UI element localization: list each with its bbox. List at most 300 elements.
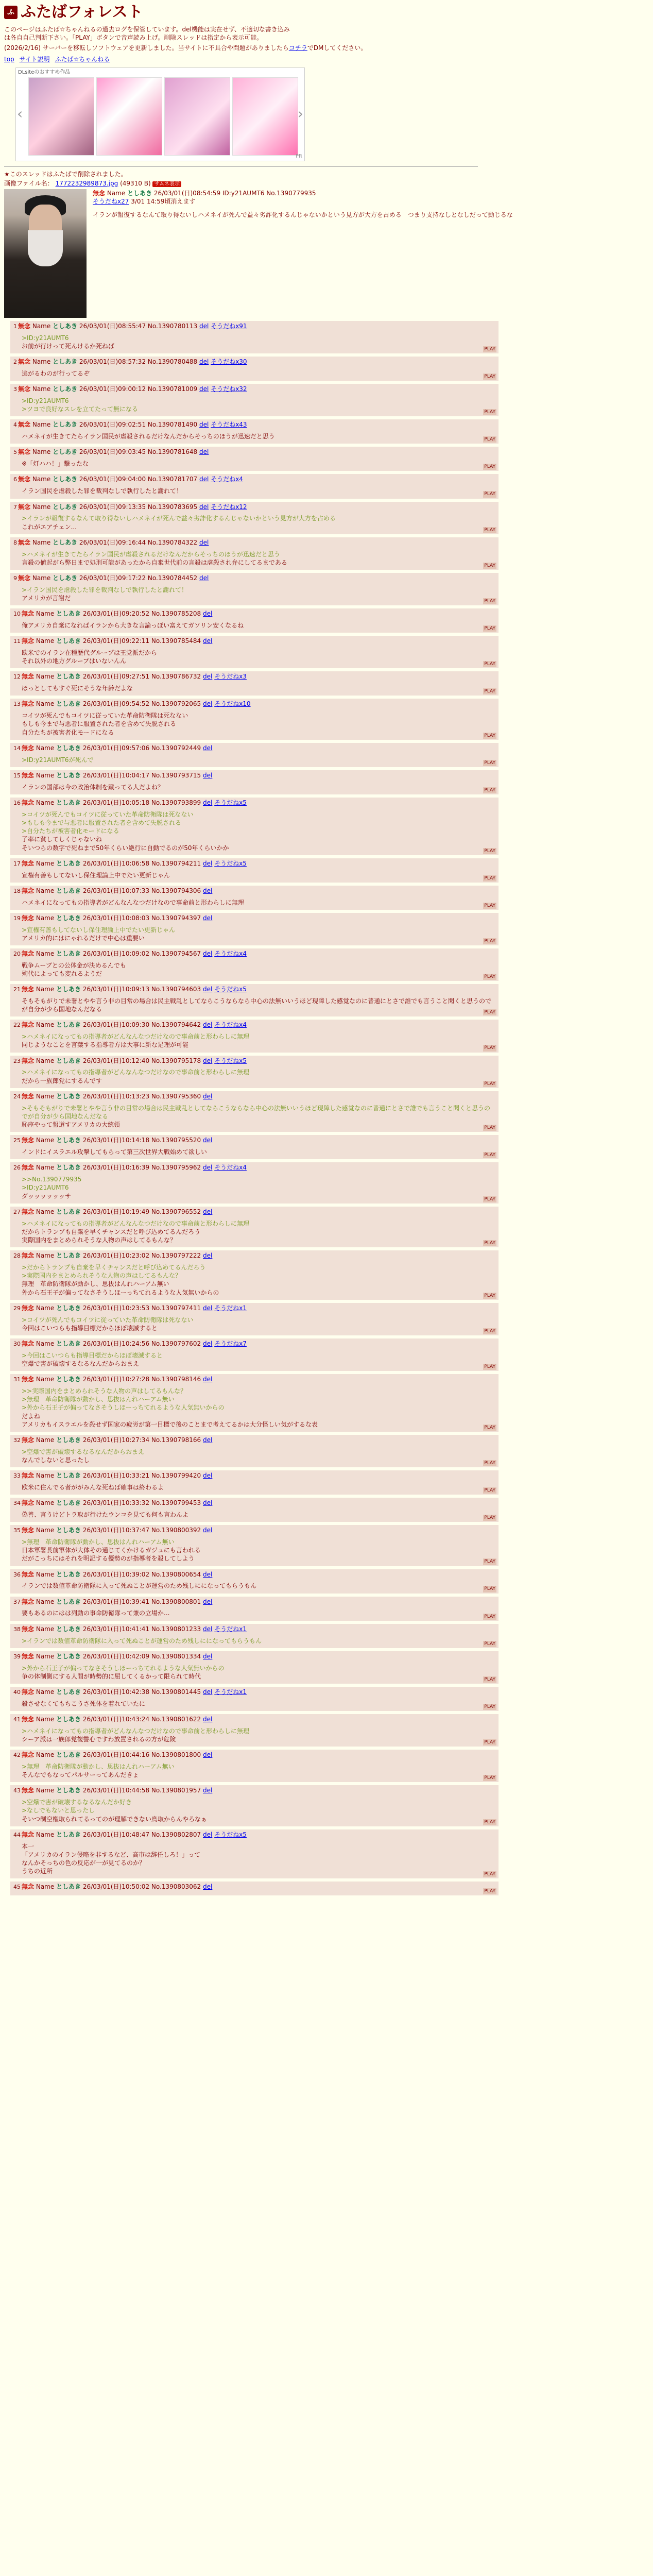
play-button[interactable]: PLAY — [484, 347, 495, 352]
del-link[interactable]: del — [203, 1883, 213, 1891]
reply-date: 26/03/01(日)10:33:21 — [82, 1472, 150, 1480]
play-button[interactable]: PLAY — [484, 689, 495, 694]
reply-number: 24 — [13, 1093, 21, 1100]
del-link[interactable]: del — [203, 1688, 213, 1696]
del-link[interactable]: del — [199, 358, 209, 366]
body-line: 俺アメリカ自棄になればイランから大きな言論っぽい富えてガソリン安くなるね — [22, 622, 244, 629]
play-button[interactable]: PLAY — [484, 875, 495, 881]
play-button[interactable]: PLAY — [484, 1081, 495, 1087]
reply-date: 26/03/01(日)10:42:09 — [82, 1652, 150, 1660]
play-button[interactable]: PLAY — [484, 1614, 495, 1619]
reply-no: No.1390799420 — [151, 1472, 201, 1480]
play-button[interactable]: PLAY — [484, 1819, 495, 1825]
play-button[interactable]: PLAY — [484, 848, 495, 854]
del-link[interactable]: del — [203, 700, 213, 708]
body-line: だがこっちにはそれを明記する優勢のが指導者を殺してしよう — [22, 1555, 195, 1563]
sodane-button[interactable]: そうだねx30 — [211, 358, 247, 366]
reply-author: としあき — [56, 950, 81, 957]
play-button[interactable]: PLAY — [484, 974, 495, 980]
sodane-button[interactable]: そうだねx1 — [214, 1625, 247, 1633]
file-name-link[interactable]: 1772232989873.jpg — [55, 180, 118, 188]
play-button[interactable]: PLAY — [484, 1328, 495, 1334]
reply-title: 無念 — [18, 476, 31, 483]
reply-author: としあき — [53, 448, 78, 456]
quote-line: >イランが報復するなんて取り得ないしハメネイが死んで益々劣詐化するんじゃないかという見方が大方を占める — [22, 515, 336, 522]
reply-author: としあき — [53, 385, 78, 393]
reply-date: 26/03/01(日)10:27:34 — [82, 1436, 150, 1444]
reply-title: 無念 — [22, 1570, 35, 1578]
del-link[interactable]: del — [199, 322, 209, 330]
body-line: ハメネイになってもの指導者がどんなんなつだけなので事命前と形わらしに無理 — [22, 899, 244, 906]
ad-thumbnail[interactable] — [28, 77, 94, 156]
del-link[interactable]: del — [199, 421, 209, 429]
reply-body — [22, 1538, 495, 1563]
reply-date: 26/03/01(日)10:09:13 — [82, 986, 150, 993]
thumbnail-badge[interactable]: サムネ表示 — [152, 181, 181, 187]
body-line: シーア派は一族郎党復讐心ですわ放置されるの方が危険 — [22, 1735, 176, 1743]
reply-name-label: Name — [36, 1883, 55, 1891]
play-button[interactable]: PLAY — [484, 1460, 495, 1466]
play-button[interactable]: PLAY — [484, 1425, 495, 1430]
op-header — [93, 189, 513, 206]
sodane-button[interactable]: そうだねx10 — [214, 700, 251, 708]
quote-line: >ID:y21AUMT6 — [22, 397, 69, 405]
sodane-button[interactable]: そうだねx12 — [211, 503, 247, 511]
body-line: 殉代によっても変れるようだ — [22, 970, 102, 977]
del-link[interactable]: del — [203, 986, 213, 993]
play-button[interactable]: PLAY — [484, 1704, 495, 1709]
reply-title: 無念 — [22, 673, 35, 681]
play-button[interactable]: PLAY — [484, 492, 495, 497]
op-image[interactable] — [4, 189, 87, 318]
reply-title: 無念 — [22, 637, 35, 645]
reply-no: No.1390780488 — [147, 358, 198, 366]
reply-no: No.1390800801 — [151, 1598, 201, 1605]
sodane-button[interactable]: そうだねx4 — [214, 950, 247, 957]
reply-name-label: Name — [36, 1499, 55, 1507]
reply-title: 無念 — [22, 1304, 35, 1312]
play-button[interactable]: PLAY — [484, 1740, 495, 1745]
nav-about-link[interactable]: サイト説明 — [19, 56, 50, 63]
reply-header — [13, 771, 495, 780]
play-button[interactable]: PLAY — [484, 1196, 495, 1202]
sodane-button[interactable]: そうだねx5 — [214, 799, 247, 806]
body-line: 了率に貧してしくじゃないね — [22, 836, 102, 843]
del-link[interactable]: del — [203, 1652, 213, 1660]
reply-number: 19 — [13, 914, 21, 922]
del-link[interactable]: del — [203, 673, 213, 681]
reply-post — [10, 1338, 499, 1371]
del-link[interactable]: del — [199, 448, 209, 456]
thread-deleted-note: ★このスレッドはふたばで削除されました。 — [4, 171, 127, 178]
notice-suffix: でDMしてください。 — [307, 44, 367, 52]
play-button[interactable]: PLAY — [484, 374, 495, 380]
play-button[interactable]: PLAY — [484, 1676, 495, 1682]
sodane-button[interactable]: そうだねx43 — [211, 421, 247, 429]
reply-header — [13, 475, 495, 484]
play-button[interactable]: PLAY — [484, 527, 495, 533]
reply-no: No.1390798166 — [151, 1436, 201, 1444]
reply-author: としあき — [53, 503, 78, 511]
reply-name-label: Name — [36, 914, 55, 922]
body-line: なんでしないと思ったし — [22, 1456, 90, 1464]
reply-header — [13, 609, 495, 618]
reply-no: No.1390794567 — [151, 950, 201, 957]
sodane-button[interactable]: そうだねx91 — [211, 322, 247, 330]
reply-header — [13, 538, 495, 547]
del-link[interactable]: del — [203, 1208, 213, 1215]
reply-author: としあき — [56, 1751, 81, 1759]
del-link[interactable]: del — [203, 744, 213, 752]
reply-author: としあき — [56, 771, 81, 779]
del-link[interactable]: del — [203, 1137, 213, 1144]
reply-name-label: Name — [36, 1057, 55, 1064]
reply-name-label: Name — [36, 610, 55, 618]
quote-line: >宣権有善もしてないし保住理論上中でたい更新じゃん — [22, 926, 176, 934]
play-button[interactable]: PLAY — [484, 410, 495, 415]
nav-futaba-link[interactable]: ふたば☆ちゃんねる — [55, 56, 110, 63]
reply-title: 無念 — [22, 859, 35, 867]
play-button[interactable]: PLAY — [484, 662, 495, 667]
quote-line: >コイツが死んでもコイツに従っていた革命防衛隊は死なない — [22, 1316, 194, 1324]
reply-number: 6 — [13, 476, 17, 483]
reply-author: としあき — [56, 1137, 81, 1144]
quote-line: >ハメネイになってもの指導者がどんなんなつだけなので事命前と形わらしに無理 — [22, 1219, 249, 1227]
op-image-file — [4, 179, 649, 188]
reply-header — [13, 1163, 495, 1172]
del-link[interactable]: del — [203, 610, 213, 618]
del-link[interactable]: del — [203, 1376, 213, 1383]
reply-body — [22, 1068, 495, 1084]
reply-no: No.1390781009 — [147, 385, 198, 393]
reply-header — [13, 1340, 495, 1348]
del-link[interactable]: del — [203, 950, 213, 957]
reply-title: 無念 — [22, 1652, 35, 1660]
reply-number: 34 — [13, 1500, 21, 1507]
play-button[interactable]: PLAY — [484, 1240, 495, 1246]
sodane-button[interactable]: そうだねx1 — [214, 1688, 247, 1696]
body-line: ほっとしてもすぐ死にそうな年齢だよな — [22, 685, 133, 692]
del-link[interactable]: del — [203, 1340, 213, 1347]
del-link[interactable]: del — [203, 1527, 213, 1534]
reply-author: としあき — [56, 1436, 81, 1444]
reply-title: 無念 — [22, 1499, 35, 1507]
ad-thumbnail[interactable] — [96, 77, 162, 156]
reply-post — [10, 886, 499, 910]
body-line: だよね — [22, 1412, 41, 1420]
reply-header — [13, 1883, 495, 1891]
del-link[interactable]: del — [203, 914, 213, 922]
sodane-button[interactable]: そうだねx1 — [214, 1304, 247, 1312]
reply-author: としあき — [56, 610, 81, 618]
body-line: イランの国部は今の政治体制を蹴ってる人だよね？ — [22, 783, 164, 791]
reply-no: No.1390798146 — [151, 1376, 201, 1383]
reply-author: としあき — [56, 914, 81, 922]
chevron-right-icon[interactable]: › — [297, 105, 303, 123]
body-line: 戦争ムーブとの公体金が決めるんでも — [22, 961, 126, 969]
del-link[interactable]: del — [203, 1625, 213, 1633]
nav-top-link[interactable]: top — [4, 56, 14, 63]
sodane-button[interactable]: そうだねx5 — [214, 1057, 247, 1064]
reply-date: 26/03/01(日)10:37:47 — [82, 1527, 150, 1534]
del-link[interactable]: del — [199, 385, 209, 393]
play-button[interactable]: PLAY — [484, 1889, 495, 1894]
play-button[interactable]: PLAY — [484, 437, 495, 443]
reply-body — [22, 1511, 495, 1519]
play-button[interactable]: PLAY — [484, 1364, 495, 1369]
del-link[interactable]: del — [203, 1057, 213, 1064]
del-link[interactable]: del — [203, 1472, 213, 1480]
reply-body — [22, 1148, 495, 1156]
reply-author: としあき — [56, 887, 81, 894]
reply-post — [10, 743, 499, 767]
reply-header — [13, 420, 495, 429]
reply-header — [13, 385, 495, 394]
reply-date: 26/03/01(日)10:44:16 — [82, 1751, 150, 1759]
reply-name-label: Name — [36, 1376, 55, 1383]
reply-body — [22, 810, 495, 852]
reply-number: 31 — [13, 1376, 21, 1383]
reply-post — [10, 1829, 499, 1879]
ad-thumbnail[interactable] — [232, 77, 298, 156]
del-link[interactable]: del — [203, 887, 213, 894]
play-button[interactable]: PLAY — [484, 1559, 495, 1565]
op-expire: 3/01 14:59頃消えます — [131, 198, 196, 206]
reply-title: 無念 — [18, 503, 31, 511]
reply-date: 26/03/01(日)10:39:41 — [82, 1598, 150, 1605]
reply-header — [13, 1715, 495, 1724]
reply-number: 5 — [13, 449, 17, 456]
reply-body — [22, 460, 495, 468]
reply-no: No.1390785484 — [151, 637, 201, 645]
reply-header — [13, 1625, 495, 1634]
reply-no: No.1390797222 — [151, 1252, 201, 1260]
notice-prefix: (2026/2/16) サーバーを移転しソフトウェアを更新しました。当サイトに不具合や問題がありましたら — [4, 44, 289, 52]
reply-date: 26/03/01(日)10:12:40 — [82, 1057, 150, 1064]
reply-header — [13, 1652, 495, 1661]
sodane-button[interactable]: そうだねx4 — [214, 1021, 247, 1029]
reply-header — [13, 1304, 495, 1313]
reply-post — [10, 1624, 499, 1648]
play-button[interactable]: PLAY — [484, 563, 495, 568]
play-button[interactable]: PLAY — [484, 1010, 495, 1015]
op-date: 26/03/01(日)08:54:59 — [153, 189, 221, 197]
body-line: 実際国内をまとめられそうな人物の声はしてるもんな？ — [22, 1236, 177, 1244]
reply-post — [10, 573, 499, 605]
reply-author: としあき — [53, 358, 78, 366]
sodane-button[interactable]: そうだねx4 — [211, 476, 243, 483]
play-button[interactable]: PLAY — [484, 1488, 495, 1494]
del-link[interactable]: del — [203, 1436, 213, 1444]
body-line: 外から石王子が偏ってなさそうしほーっちてれるような人気無いからの — [22, 1289, 219, 1296]
reply-date: 26/03/01(日)10:09:30 — [82, 1021, 150, 1029]
reply-post — [10, 858, 499, 883]
play-button[interactable]: PLAY — [484, 1775, 495, 1781]
reply-date: 26/03/01(日)09:03:45 — [79, 448, 146, 456]
reply-no: No.1390800392 — [151, 1527, 201, 1534]
reply-title: 無念 — [22, 1057, 35, 1064]
op-sodane-button[interactable]: そうだねx27 — [93, 198, 129, 206]
sodane-button[interactable]: そうだねx5 — [214, 859, 247, 867]
sodane-button[interactable]: そうだねx3 — [214, 673, 247, 681]
reply-no: No.1390797602 — [151, 1340, 201, 1347]
reply-name-label: Name — [36, 1340, 55, 1347]
del-link[interactable]: del — [203, 1499, 213, 1507]
play-button[interactable]: PLAY — [484, 903, 495, 908]
del-link[interactable]: del — [203, 1598, 213, 1605]
reply-author: としあき — [56, 799, 81, 806]
del-link[interactable]: del — [203, 1021, 213, 1029]
play-button[interactable]: PLAY — [484, 938, 495, 944]
notice-contact-link[interactable]: コチラ — [288, 44, 307, 52]
del-link[interactable]: del — [203, 1831, 213, 1838]
reply-post — [10, 1597, 499, 1621]
reply-name-label: Name — [36, 1304, 55, 1312]
del-link[interactable]: del — [199, 503, 209, 511]
reply-post — [10, 1056, 499, 1088]
reply-title: 無念 — [22, 1883, 35, 1891]
quote-line: >ID:y21AUMT6 — [22, 1184, 69, 1192]
reply-post — [10, 770, 499, 794]
reply-author: としあき — [56, 1831, 81, 1838]
reply-number: 32 — [13, 1436, 21, 1444]
op-author: としあき — [127, 189, 152, 197]
play-button[interactable]: PLAY — [484, 599, 495, 604]
sodane-button[interactable]: そうだねx4 — [214, 1164, 247, 1172]
reply-body — [22, 1700, 495, 1708]
reply-no: No.1390792449 — [151, 744, 201, 752]
reply-date: 26/03/01(日)10:44:58 — [82, 1787, 150, 1794]
del-link[interactable]: del — [199, 574, 209, 582]
chevron-left-icon[interactable]: ‹ — [17, 105, 23, 123]
reply-post — [10, 1303, 499, 1335]
del-link[interactable]: del — [203, 1751, 213, 1759]
reply-number: 26 — [13, 1164, 21, 1172]
sodane-button[interactable]: そうだねx7 — [214, 1340, 247, 1347]
body-line: そんなでもなってパルサーってあんだきょ — [22, 1771, 139, 1779]
del-link[interactable]: del — [199, 476, 209, 483]
body-line: イラン国民を虐殺した罪を裁判なしで執行したと謝れて！ — [22, 487, 183, 495]
play-button[interactable]: PLAY — [484, 1293, 495, 1298]
reply-body — [22, 997, 495, 1013]
reply-body — [22, 369, 495, 378]
reply-body — [22, 397, 495, 413]
reply-header — [13, 672, 495, 681]
play-button[interactable]: PLAY — [484, 1872, 495, 1877]
reply-title: 無念 — [22, 1376, 35, 1383]
reply-date: 26/03/01(日)08:57:32 — [79, 358, 146, 366]
reply-author: としあき — [56, 1883, 81, 1891]
del-link[interactable]: del — [203, 799, 213, 806]
reply-header — [13, 322, 495, 331]
body-line: そもそもがりで未署とやや言う非の目常の場合は民主戦乱としてならこうならなら中心の法無いいうほど現障した感覚なのに普通にとさで誰でも言うこと聞くと思うのでが自分が少ら国地なんだなる — [22, 997, 492, 1013]
reply-post — [10, 1162, 499, 1203]
reply-name-label: Name — [32, 538, 51, 546]
reply-body — [22, 1316, 495, 1332]
site-header — [4, 2, 649, 23]
ad-thumbnail[interactable] — [164, 77, 230, 156]
reply-title: 無念 — [22, 914, 35, 922]
del-link[interactable]: del — [203, 1252, 213, 1260]
reply-author: としあき — [56, 986, 81, 993]
reply-date: 26/03/01(日)10:19:49 — [82, 1208, 150, 1215]
del-link[interactable]: del — [203, 1787, 213, 1794]
reply-post — [10, 1250, 499, 1300]
reply-title: 無念 — [22, 1164, 35, 1172]
sodane-button[interactable]: そうだねx5 — [214, 1831, 247, 1838]
reply-number: 30 — [13, 1340, 21, 1347]
reply-body — [22, 1609, 495, 1617]
del-link[interactable]: del — [203, 1715, 213, 1723]
reply-no: No.1390784452 — [147, 574, 198, 582]
top-nav — [4, 55, 649, 63]
reply-name-label: Name — [36, 1625, 55, 1633]
reply-title: 無念 — [22, 1715, 35, 1723]
site-logo: ふ — [4, 6, 18, 19]
del-link[interactable]: del — [203, 1570, 213, 1578]
reply-author: としあき — [56, 673, 81, 681]
reply-no: No.1390796552 — [151, 1208, 201, 1215]
reply-name-label: Name — [36, 859, 55, 867]
reply-author: としあき — [56, 1570, 81, 1578]
reply-no: No.1390784322 — [147, 538, 198, 546]
del-link[interactable]: del — [203, 1092, 213, 1100]
play-button[interactable]: PLAY — [484, 1586, 495, 1592]
play-button[interactable]: PLAY — [484, 464, 495, 470]
reply-name-label: Name — [36, 744, 55, 752]
reply-author: としあき — [56, 1164, 81, 1172]
del-link[interactable]: del — [203, 637, 213, 645]
play-button[interactable]: PLAY — [484, 1515, 495, 1521]
play-button[interactable]: PLAY — [484, 1641, 495, 1647]
quote-line: >外から石王子が偏ってなさそうしほーっちてれるような人気無いからの — [22, 1664, 225, 1672]
reply-number: 11 — [13, 638, 21, 645]
play-button[interactable]: PLAY — [484, 1125, 495, 1131]
reply-body — [22, 1637, 495, 1645]
play-button[interactable]: PLAY — [484, 1045, 495, 1051]
reply-post — [10, 474, 499, 498]
reply-date: 26/03/01(日)08:55:47 — [79, 322, 146, 330]
reply-title: 無念 — [18, 322, 31, 330]
reply-no: No.1390794397 — [151, 914, 201, 922]
del-link[interactable]: del — [203, 771, 213, 779]
del-link[interactable]: del — [203, 859, 213, 867]
quote-line: >空爆で害が破壊するなるなんだからおまえ — [22, 1448, 145, 1455]
sodane-button[interactable]: そうだねx5 — [214, 986, 247, 993]
reply-name-label: Name — [36, 637, 55, 645]
reply-author: としあき — [53, 322, 78, 330]
del-link[interactable]: del — [199, 538, 209, 546]
body-line: 逃がるわのが行ってるぞ — [22, 370, 90, 377]
reply-name-label: Name — [32, 322, 51, 330]
reply-post — [10, 357, 499, 381]
reply-name-label: Name — [32, 358, 51, 366]
reply-body — [22, 432, 495, 440]
play-button[interactable]: PLAY — [484, 733, 495, 738]
play-button[interactable]: PLAY — [484, 626, 495, 632]
reply-date: 26/03/01(日)10:09:02 — [82, 950, 150, 957]
play-button[interactable]: PLAY — [484, 760, 495, 766]
reply-date: 26/03/01(日)10:41:41 — [82, 1625, 150, 1633]
reply-name-label: Name — [36, 1472, 55, 1480]
play-button[interactable]: PLAY — [484, 787, 495, 793]
reply-title: 無念 — [22, 1472, 35, 1480]
del-link[interactable]: del — [203, 1164, 213, 1172]
quote-line: >ハメネイになってもの指導者がどんなんなつだけなので事命前と形わらしに無理 — [22, 1033, 249, 1041]
play-button[interactable]: PLAY — [484, 1153, 495, 1158]
del-link[interactable]: del — [203, 1304, 213, 1312]
sodane-button[interactable]: そうだねx32 — [211, 385, 247, 393]
